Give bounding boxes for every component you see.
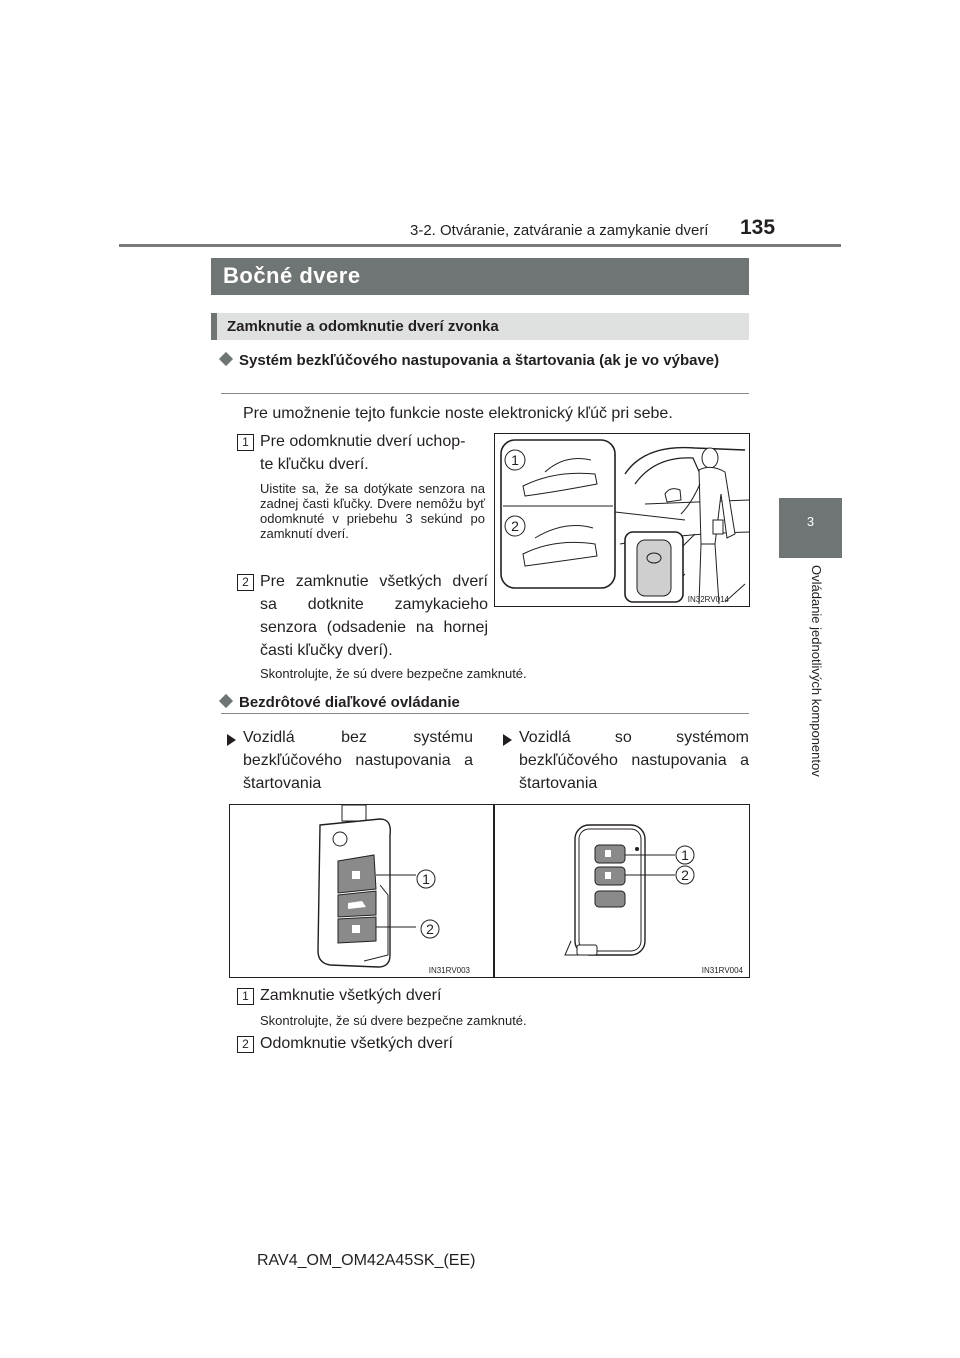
chapter-tab — [779, 498, 842, 558]
heading-rule — [221, 393, 749, 394]
header-rule — [119, 244, 841, 247]
callout-1: 1 — [422, 871, 430, 887]
col-left-label: Vozidlá bez systému bezkľúčového nastupovania a štartovania — [243, 729, 473, 792]
remote-heading: Bezdrôtové diaľkové ovládanie — [221, 691, 751, 714]
smart-entry-item2-note: Skontrolujte, že sú dvere bezpečne zamknuté. — [260, 666, 527, 681]
item-number-badge: 2 — [237, 1036, 254, 1053]
chapter-number: 3 — [806, 514, 815, 529]
smart-entry-heading: Systém bezkľúčového nastupovania a štartovania (ak je vo výbave) — [221, 349, 751, 372]
callout-2: 2 — [426, 921, 434, 937]
section-title-bar — [211, 258, 749, 295]
smart-entry-item1-line1: Pre odomknutie dverí uchop- — [260, 433, 466, 450]
smart-key-figure — [494, 804, 750, 978]
remote-item2: Odomknutie všetkých dverí — [260, 1035, 453, 1052]
subsection-bar — [211, 313, 749, 340]
smart-entry-item1-line2: te kľučku dverí. — [260, 456, 369, 473]
remote-item1: Zamknutie všetkých dverí — [260, 987, 442, 1004]
heading-rule — [221, 713, 749, 714]
flip-key-figure — [229, 804, 494, 978]
triangle-bullet-icon — [503, 734, 512, 746]
diamond-bullet-icon — [219, 352, 233, 366]
diamond-bullet-icon — [219, 694, 233, 708]
col-left-bullet — [227, 733, 236, 751]
side-tab-rule — [779, 270, 842, 498]
item-number-badge: 2 — [237, 574, 254, 591]
door-handle-figure — [494, 433, 750, 607]
smart-key-illustration — [495, 805, 749, 977]
col-right-bullet — [503, 733, 512, 751]
callout-2: 2 — [681, 867, 689, 883]
smart-entry-item1-note: Uistite sa, že sa dotýkate senzora na zadnej časti kľučky. Dvere nemôžu byť odomknuté v priebehu 3 sekúnd po zamknutí dverí. — [260, 481, 485, 541]
door-handle-illustration — [495, 434, 749, 606]
flip-key-illustration — [230, 805, 493, 977]
page-number: 135 — [740, 216, 776, 239]
callout-1: 1 — [511, 452, 519, 468]
section-title: Bočné dvere — [223, 263, 361, 288]
chapter-title-vertical: Ovládanie jednotlivých komponentov — [809, 565, 824, 777]
subsection-title: Zamknutie a odomknutie dverí zvonka — [227, 318, 499, 335]
running-header: 3-2. Otváranie, zatváranie a zamykanie dverí — [410, 222, 709, 239]
figure-code: IN31RV003 — [428, 966, 470, 975]
figure-code: IN31RV004 — [701, 966, 743, 975]
callout-1: 1 — [681, 847, 689, 863]
remote-item1-note: Skontrolujte, že sú dvere bezpečne zamknuté. — [260, 1013, 527, 1028]
smart-entry-item2: Pre zamknutie všetkých dverí sa dotknite zamykacieho senzora (odsadenie na hornej časti kľučky dverí). — [260, 573, 488, 659]
smart-entry-intro: Pre umožnenie tejto funkcie noste elektronický kľúč pri sebe. — [243, 405, 673, 422]
document-code: RAV4_OM_OM42A45SK_(EE) — [257, 1252, 476, 1269]
triangle-bullet-icon — [227, 734, 236, 746]
col-right-label: Vozidlá so systémom bezkľúčového nastupovania a štartovania — [519, 729, 749, 792]
item-number-badge: 1 — [237, 988, 254, 1005]
figure-code: IN32RV014 — [687, 595, 729, 604]
item-number-badge: 1 — [237, 434, 254, 451]
callout-2: 2 — [511, 518, 519, 534]
